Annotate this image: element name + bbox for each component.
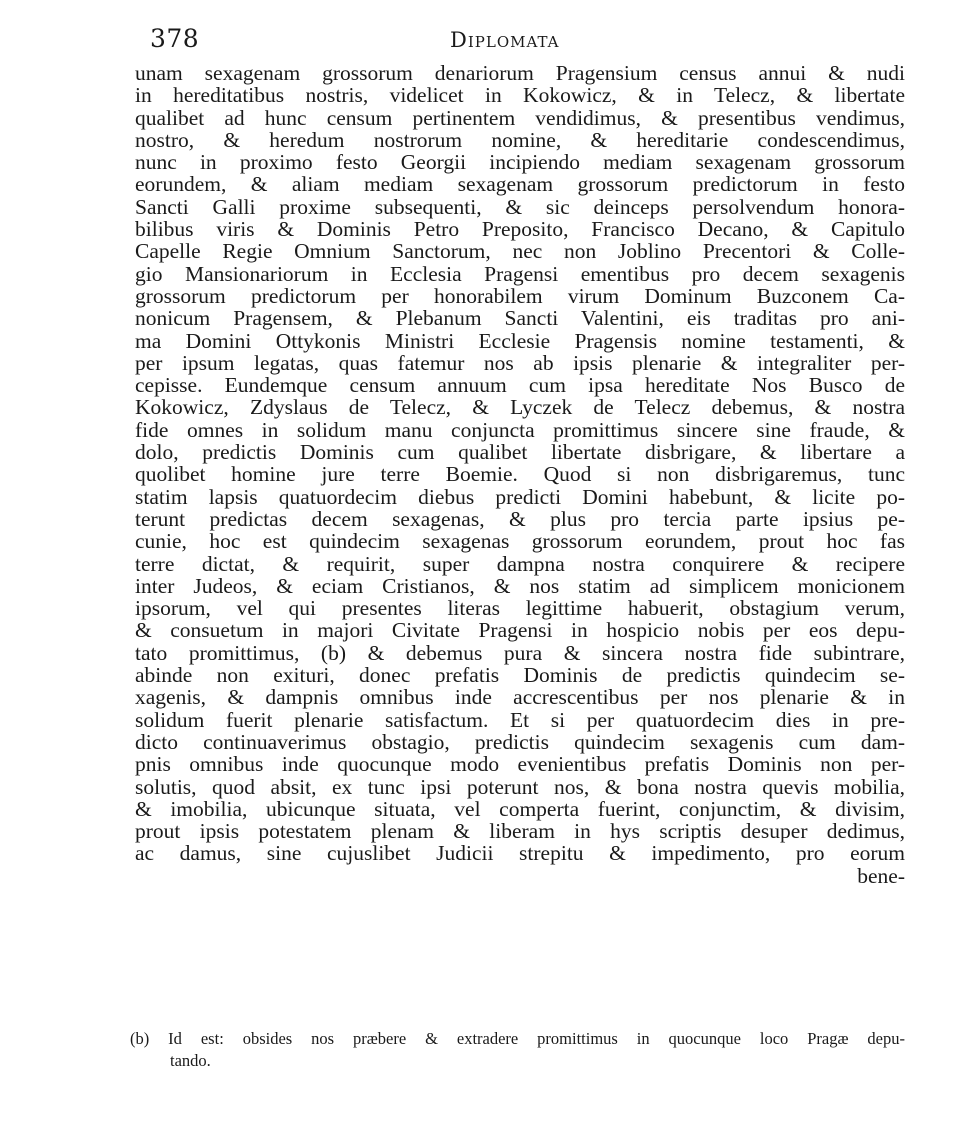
- text-line: terunt predictas decem sexagenas, & plus pro tercia parte ipsius pe-: [135, 506, 905, 531]
- text-line: solutis, quod absit, ex tunc ipsi poterunt nos, & bona nostra quevis mobilia,: [135, 774, 905, 799]
- text-line: eorundem, & aliam mediam sexagenam grossorum predictorum in festo: [135, 172, 905, 197]
- text-line: Sancti Galli proxime subsequenti, & sic deinceps persolvendum honora-: [135, 194, 905, 219]
- text-line: ma Domini Ottykonis Ministri Ecclesie Pragensis nomine testamenti, &: [135, 328, 905, 353]
- footnote-line: (b) Id est: obsides nos præbere & extradere promittimus in quocunque loco Pragæ depu-: [130, 1029, 905, 1048]
- text-line: xagenis, & dampnis omnibus inde accrescentibus per nos plenarie & in: [135, 685, 905, 710]
- text-line: tato promittimus, (b) & debemus pura & sincera nostra fide subintrare,: [135, 640, 905, 665]
- text-line: solidum fuerit plenarie satisfactum. Et si per quatuordecim dies in pre-: [135, 707, 905, 732]
- text-line: & consuetum in majori Civitate Pragensi in hospicio nobis per eos depu-: [135, 618, 905, 643]
- running-title: Diplomata: [450, 28, 560, 52]
- text-line: & imobilia, ubicunque situata, vel comperta fuerint, conjunctim, & divisim,: [135, 796, 905, 821]
- text-line: pnis omnibus inde quocunque modo evenientibus prefatis Dominis non per-: [135, 752, 905, 777]
- footnote-line: tando.: [170, 1051, 211, 1070]
- text-line: qualibet ad hunc censum pertinentem vendidimus, & presentibus vendimus,: [135, 105, 905, 130]
- text-line: inter Judeos, & eciam Cristianos, & nos statim ad simplicem monicionem: [135, 573, 905, 598]
- text-line: fide omnes in solidum manu conjuncta promittimus sincere sine fraude, &: [135, 417, 905, 442]
- text-line: nonicum Pragensem, & Plebanum Sancti Valentini, eis traditas pro ani-: [135, 306, 905, 331]
- text-line: Kokowicz, Zdyslaus de Telecz, & Lyczek de Telecz debemus, & nostra: [135, 395, 905, 420]
- page-number: 378: [150, 24, 200, 53]
- text-line: unam sexagenam grossorum denariorum Pragensium census annui & nudi: [135, 61, 905, 85]
- text-line: gio Mansionariorum in Ecclesia Pragensi ementibus pro decem sexagenis: [135, 261, 905, 286]
- text-line: cepisse. Eundemque censum annuum cum ipsa hereditate Nos Busco de: [135, 373, 905, 398]
- text-line: quolibet homine jure terre Boemie. Quod si non disbrigaremus, tunc: [135, 462, 905, 487]
- text-line: cunie, hoc est quindecim sexagenas grossorum eorundem, prout hoc fas: [135, 529, 905, 554]
- page-header: [150, 20, 910, 60]
- body-text: [135, 62, 905, 887]
- text-line: ipsorum, vel qui presentes literas legittime habuerit, obstagium verum,: [135, 596, 905, 621]
- text-line: dicto continuaverimus obstagio, predictis quindecim sexagenis cum dam-: [135, 729, 905, 754]
- text-line: statim lapsis quatuordecim diebus predicti Domini habebunt, & licite po-: [135, 484, 905, 509]
- text-line: nostro, & heredum nostrorum nomine, & hereditarie condescendimus,: [135, 127, 905, 152]
- text-line: in hereditatibus nostris, videlicet in Kokowicz, & in Telecz, & libertate: [135, 83, 905, 108]
- text-line: ac damus, sine cujuslibet Judicii strepitu & impedimento, pro eorum: [135, 841, 905, 866]
- text-line: abinde non exituri, donec prefatis Dominis de predictis quindecim se-: [135, 663, 905, 688]
- text-line: prout ipsis potestatem plenam & liberam in hys scriptis desuper dedimus,: [135, 819, 905, 844]
- text-line: terre dictat, & requirit, super dampna nostra conquirere & recipere: [135, 551, 905, 576]
- text-line: bilibus viris & Dominis Petro Preposito, Francisco Decano, & Capitulo: [135, 217, 905, 242]
- text-line: grossorum predictorum per honorabilem virum Dominum Buzconem Ca-: [135, 283, 905, 308]
- text-line: per ipsum legatas, quas fatemur nos ab ipsis plenarie & integraliter per-: [135, 350, 905, 375]
- footnote: [130, 1028, 905, 1072]
- catchword: bene-: [857, 863, 905, 888]
- text-line: nunc in proximo festo Georgii incipiendo mediam sexagenam grossorum: [135, 150, 905, 175]
- text-line: Capelle Regie Omnium Sanctorum, nec non Joblino Precentori & Colle-: [135, 239, 905, 264]
- text-line: dolo, predictis Dominis cum qualibet libertate disbrigare, & libertare a: [135, 440, 905, 465]
